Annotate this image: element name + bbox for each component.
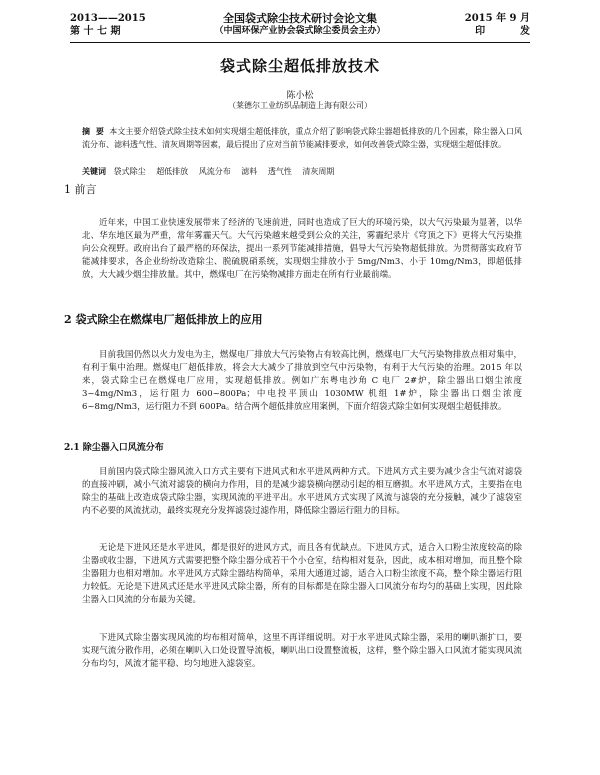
abstract <box>82 125 522 151</box>
abstract-text: 本文主要介绍袋式除尘技术如何实现烟尘超低排放，重点介绍了影响袋式除尘器超低排放的几个因素，除尘器入口风流分布、滤料透气性、清灰周期等因素，最后提出了应对当前节能减排要求，如何改善袋式除尘器，实现烟尘超低排放。 <box>82 127 522 149</box>
subsection-heading-inlet-flow: 2.1 除尘器入口风流分布 <box>64 443 164 453</box>
proceedings-organizer: （中国环保产业协会袋式除尘委员会主办） <box>214 26 386 36</box>
inlet-flow-paragraph: 无论是下进风还是水平进风，都是很好的进风方式，而且各有优缺点。下进风方式，适合入口粉尘浓度较高的除尘器或收尘器，下进风方式需要把整个除尘器分成若干个小仓室，结构相对复杂，因此，成本相对增加，而且整个除尘器阻力也相对增加。水平进风方式除尘器结构简单，采用大通道过滤，适合入口粉尘浓度不高，整个除尘器运行阻力较低。无论是下进风式还是水平进风式除尘器，所有的目标都是在除尘器入口风流分布均匀的基础上实现，因此除尘器入口风流的分布最为关键。 <box>82 543 522 605</box>
keywords <box>82 165 522 178</box>
keyword: 清灰周期 <box>302 167 335 176</box>
keyword: 风流分布 <box>198 167 231 176</box>
keyword: 袋式除尘 <box>113 167 146 176</box>
keyword: 超低排放 <box>156 167 189 176</box>
affiliation: （莱德尔工业纺织品制造上海有限公司） <box>228 101 372 110</box>
author: 陈小松 <box>286 91 314 101</box>
header-issue: 第 十 七 期 <box>70 26 121 37</box>
running-header <box>70 12 530 42</box>
header-right <box>465 12 530 38</box>
paper-title: 袋式除尘超低排放技术 <box>219 57 380 75</box>
section-heading-introduction: 1 前言 <box>64 183 97 196</box>
abstract-label: 摘 要 <box>82 126 104 136</box>
keyword: 滤料 <box>241 167 258 176</box>
proceedings-title: 全国袋式除尘技术研讨会论文集 <box>223 12 377 25</box>
section-heading-application: 2 袋式除尘在燃煤电厂超低排放上的应用 <box>64 313 263 326</box>
application-paragraph: 目前我国仍然以火力发电为主，燃煤电厂排放大气污染物占有较高比例，燃煤电厂大气污染物排放点相对集中，有利于集中治理。燃煤电厂超低排放，将会大大减少了排放到空气中污染物，有利于大气污染的治理。2015 年以来，袋式除尘已在燃煤电厂应用，实现超低排放。例如广东粤电沙角 C 电厂 2#炉，除尘器出口烟尘浓度 3~4mg/Nm3，运行阻力 600~800Pa；中电投平顶山 1030MW 机组 1#炉，除尘器出口烟尘浓度 6~8mg/Nm3，运行阻力不到 600Pa。结合两个超低排放应用案例，下面介绍袋式除尘如何实现烟尘超低排放。 <box>82 350 522 412</box>
header-years: 2013——2015 <box>70 13 146 24</box>
inlet-flow-paragraph: 下进风式除尘器实现风流的均布相对简单，这里不再详细说明。对于水平进风式除尘器，采用的喇叭渐扩口，要实现气流分散作用，必须在喇叭入口处设置导流板，喇叭出口设置整流板，这样，整个除尘器入口风流才能实现风流分布均匀，风流才能平稳、均匀地进入滤袋室。 <box>82 633 522 669</box>
header-date: 2015 年 9 月 <box>464 13 530 24</box>
introduction-paragraph: 近年来，中国工业快速发展带来了经济的飞速前进，同时也造成了巨大的环境污染，以大气污染最为显著，以华北、华东地区最为严重，常年雾霾天气。大气污染越来越受到公众的关注，雾霾纪录片《穹顶之下》更将大气污染推向公众视野。政府出台了最严格的环保法，提出一系列节能减排措施，倡导大气污染物超低排放。为贯彻落实政府节能减排要求，各企业纷纷改造除尘、脱硫脱硝系统，实现烟尘排放小于 5mg/Nm3、小于 10mg/Nm3，即超低排放，大大减少烟尘排放量。其中，燃煤电厂在污染物减排方面走在所有行业最前端。 <box>82 218 522 280</box>
header-center <box>70 12 530 38</box>
keyword: 透气性 <box>267 167 292 176</box>
keywords-label: 关键词 <box>82 166 106 176</box>
inlet-flow-paragraph: 目前国内袋式除尘器风流入口方式主要有下进风式和水平进风两种方式。下进风方式主要为减少含尘气流对滤袋的直接冲刷，减小气流对滤袋的横向力作用，目的是减少滤袋横向摆动引起的相互磨损。水平进风方式，主要指在电除尘的基础上改造成袋式除尘器，实现风流的平进平出。水平进风方式实现了风流与滤袋的充分接触，减少了滤袋室内不必要的风流扰动，最终实现充分发挥滤袋过滤作用，降低除尘器运行阻力的目标。 <box>82 467 522 516</box>
header-print: 印 发 <box>475 26 530 37</box>
header-rule <box>70 42 530 43</box>
